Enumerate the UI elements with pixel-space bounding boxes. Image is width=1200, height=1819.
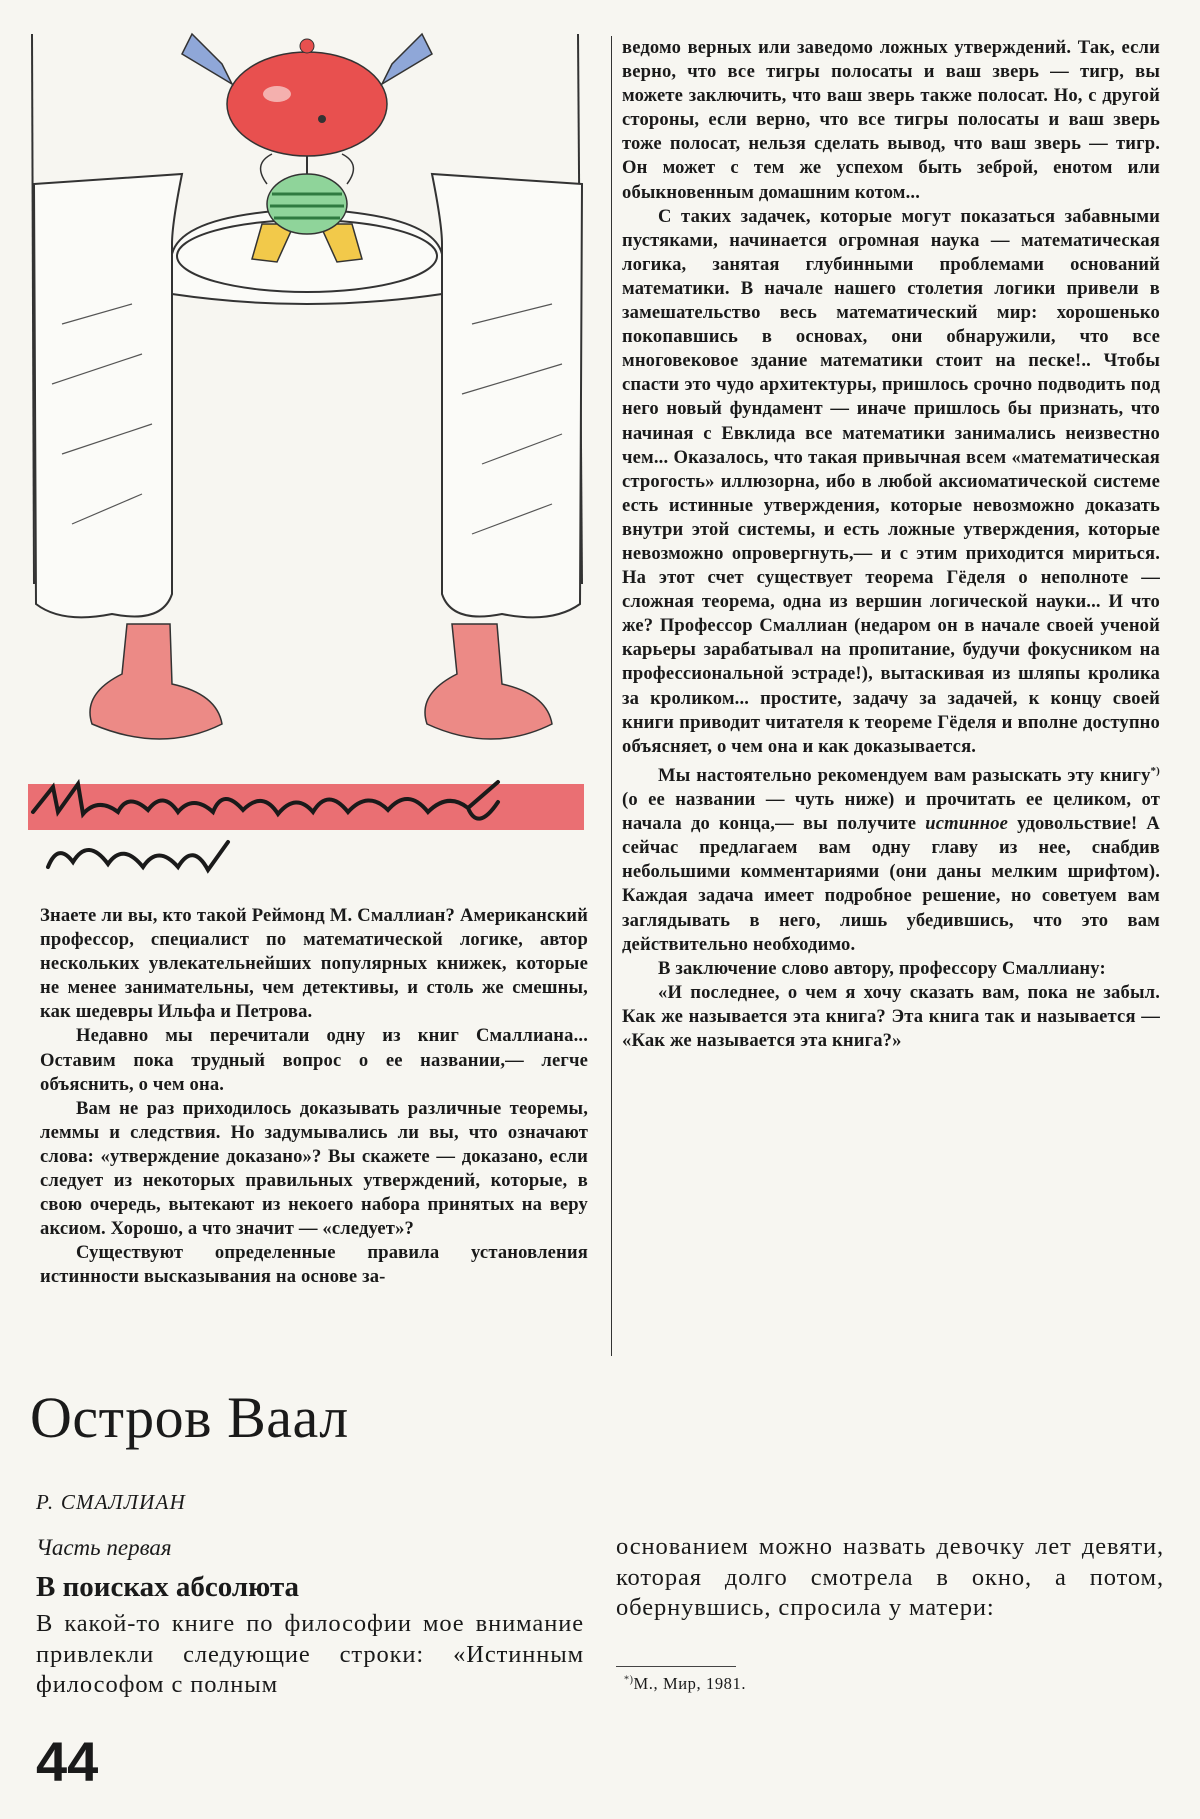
article-title: Остров Ваал	[30, 1385, 349, 1450]
page-number: 44	[36, 1730, 99, 1793]
intro-paragraph: Знаете ли вы, кто такой Реймонд М. Смаллиан? Американский профессор, специалист по математической логике, автор нескольких увлекательнейших популярных книжек, которые не менее занимательны, чем детективы, и столь же смешны, как шедевры Ильфа и Петрова.	[40, 905, 588, 1023]
intro-left-column	[40, 904, 588, 1290]
column-rule	[611, 36, 612, 1356]
math-club-heading-script	[28, 772, 588, 882]
article-body-left	[36, 1609, 584, 1701]
intro-quote: «И последнее, о чем я хочу сказать вам, пока не забыл. Как же называется эта книга? Эта книга так и называется — «Как же называется эта книга?»	[622, 981, 1160, 1052]
article-paragraph: В какой-то книге по философии мое внимание привлекли следующие строки: «Истинным философом с полным	[36, 1610, 584, 1698]
cartoon-illustration	[22, 24, 600, 802]
intro-paragraph: С таких задачек, которые могут показаться забавными пустяками, начинается огромная наука — математическая логика, занятая глубинными проблемами оснований математики. В начале нашего столетия логики привели в замешательство весь математический мир: хорошенько покопавшись в основах, они обнаружили, что все многовековое здание математики стоит на песке!.. Чтобы спасти это чудо архитектуры, пришлось срочно подводить под него новый фундамент — иначе пришлось бы признать, что начиная с Евклида все математики занимались неизвестно чем... Оказалось, что такая привычная всем «математическая строгость» иллюзорна, ибо в любой аксиоматической системе есть истинные утверждения, которые невозможно доказать внутри этой системы, и есть ложные утверждения, которые невозможно опровергнуть,— и с этим приходится мириться. На этот счет существует теорема Гёделя о неполноте — сложная теорема, одна из вершин логической науки... И что же? Профессор Смаллиан (недаром он в начале своей ученой карьеры зарабатывал на пропитание, будучи фокусником на профессиональной эстраде!), вытаскивая из шляпы кролика за кроликом... простите, задачу за задачей, к концу своей книги приводит читателя к теореме Гёделя и вполне доступно объясняет, о чем она и как доказывается.	[622, 205, 1160, 757]
intro-paragraph: Вам не раз приходилось доказывать различные теоремы, леммы и следствия. Но задумывались ли вы, что означают слова: «утверждение доказано»? Вы скажете — доказано, если следует из некоторых правильных утверждений, которые, в свою очередь, вытекают из некоего набора принятых на веру аксиом. Хорошо, а что значит — «следует»?	[40, 1097, 588, 1240]
emphasis: истинное	[925, 813, 1009, 835]
footnote-text: М., Мир, 1981.	[633, 1674, 747, 1693]
section-subtitle: В поисках абсолюта	[36, 1571, 300, 1603]
author-name: Р. СМАЛЛИАН	[36, 1490, 186, 1514]
intro-paragraph: В заключение слово автору, профессору Смаллиану:	[658, 957, 1106, 979]
intro-paragraph: ведомо верных или заведомо ложных утверждений. Так, если верно, что все тигры полосаты и ваш зверь — тигр, вы можете заключить, что ваш зверь также полосат. Но, с другой стороны, если верно, что все тигры полосаты и ваш зверь тоже полосат, нельзя сделать вывод, что ваш зверь — тигр. Он может с тем же успехом быть зеброй, енотом или обыкновенным домашним котом...	[622, 37, 1160, 203]
article-paragraph: основанием можно назвать девочку лет девяти, которая долго смотрела в окно, а потом, обернувшись, спросила у матери:	[616, 1533, 1164, 1621]
intro-right-column	[622, 36, 1160, 1053]
footnote	[624, 1674, 746, 1694]
intro-paragraph: Недавно мы перечитали одну из книг Смаллиана... Оставим пока трудный вопрос о ее названии,— легче объяснить, о чем она.	[40, 1025, 588, 1095]
footnote-marker: *)	[1150, 764, 1160, 777]
footnote-rule	[616, 1666, 736, 1667]
article-body-right	[616, 1532, 1164, 1624]
footnote-marker: *)	[624, 1674, 634, 1686]
intro-paragraph: Существуют определенные правила установления истинности высказывания на основе за-	[40, 1242, 588, 1288]
intro-paragraph-recommendation: Мы настоятельно рекомендуем вам разыскать эту книгу*) (о ее названии — чуть ниже) и прочитать ее целиком, от начала до конца,— вы получите истинное удовольствие! А сейчас предлагаем вам одну главу из нее, снабдив небольшими комментариями (они даны мелким шрифтом). Каждая задача имеет подробное решение, но советуем вам заглядывать в него, лишь убедившись, что это вам действительно необходимо.	[622, 764, 1160, 955]
part-label: Часть первая	[36, 1535, 172, 1560]
